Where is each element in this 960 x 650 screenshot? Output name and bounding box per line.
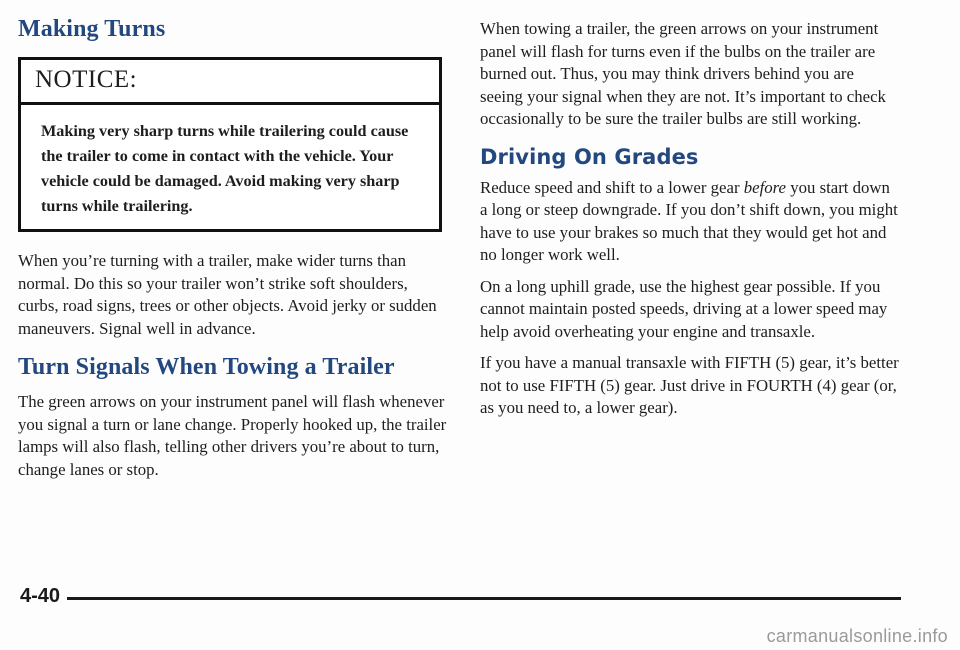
paragraph-uphill: On a long uphill grade, use the highest gear possible. If you cannot maintain posted speeds, driving at a lower speed may help avoid overheating your engine and transaxle. [480, 276, 888, 341]
section-heading-turn-signals: Turn Signals When Towing a Trailer [18, 354, 395, 380]
watermark: carmanualsonline.info [766, 626, 948, 646]
emphasis-before: before [743, 177, 786, 197]
left-column [18, 16, 448, 481]
notice-body: Making very sharp turns while trailering could cause the trailer to come in contact with the vehicle. Your vehicle could be damaged. Avoid making very sharp turns while trailering. [41, 122, 409, 215]
page-number: 4-40 [20, 585, 61, 607]
paragraph-bulbs-burned-out: When towing a trailer, the green arrows on your instrument panel will flash for turns even if the bulbs on the trailer are burned out. Thus, you may think drivers behind you are seeing your signal when they are not. It’s important to check occasionally to be sure the trailer bulbs are still working. [480, 19, 886, 128]
heading-text: Driving On Grades [480, 144, 699, 169]
paragraph-turn-signals: The green arrows on your instrument panel will flash whenever you signal a turn or lane change. Properly hooked up, the trailer lamps will also flash, telling other drivers you’re about to turn, change lanes or stop. [18, 392, 447, 479]
paragraph-downgrade [480, 177, 900, 267]
paragraph-wider-turns: When you’re turning with a trailer, make wider turns than normal. Do this so your trailer won’t strike soft shoulders, curbs, road signs, trees or other objects. Avoid jerky or sudden maneuvers. Signal well in advance. [18, 251, 437, 338]
paragraph-manual-transaxle: If you have a manual transaxle with FIFTH (5) gear, it’s better not to use FIFTH (5) gear. Just drive in FOURTH (4) gear (or, as you need to, a lower gear). [480, 353, 899, 417]
downgrade-text-start: Reduce speed and shift to a lower gear [480, 177, 744, 197]
notice-title: NOTICE: [21, 60, 439, 105]
downgrade-text-end: you start down a long or steep downgrade. If you don’t shift down, you might have to use your brakes so much that they would get hot and no longer work well. [480, 177, 898, 264]
section-heading-making-turns: Making Turns [18, 16, 166, 42]
notice-box [18, 57, 442, 232]
section-heading-driving-on-grades [480, 145, 900, 169]
footer-divider [67, 597, 901, 600]
right-column [480, 18, 900, 420]
